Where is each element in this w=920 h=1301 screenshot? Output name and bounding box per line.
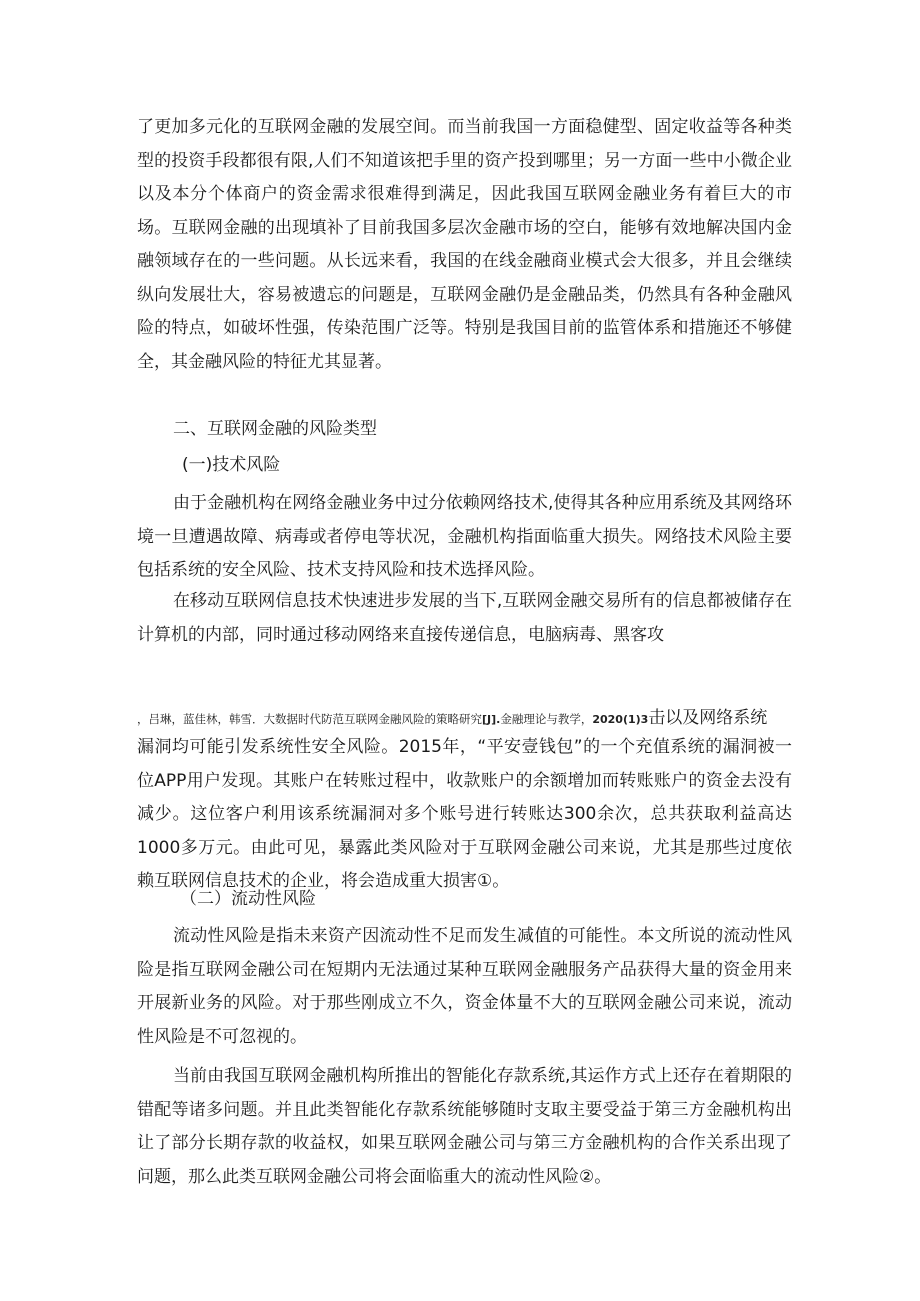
subsection-heading-tech: (一)技术风险	[182, 455, 281, 475]
tech-paragraph-2: 在移动互联网信息技术快速进步发展的当下,互联网金融交易所有的信息都被储存在计算机的内部，同时通过移动网络来直接传递信息，电脑病毒、黑客攻	[137, 591, 792, 645]
section-heading: 二、互联网金融的风险类型	[173, 419, 377, 439]
tech-paragraph-1: 由于金融机构在网络金融业务中过分依赖网络技术,使得其各种应用系统及其网络环境一旦遭遇故障、病毒或者停电等状况，金融机构指面临重大损失。网络技术风险主要包括系统的安全风险、技术支持风险和技术选择风险。	[137, 493, 792, 580]
tech-paragraph-3: 漏洞均可能引发系统性安全风险。2015年，“平安壹钱包”的一个充值系统的漏洞被一位APP用户发现。其账户在转账过程中，收款账户的余额增加而转账账户的资金去没有减少。这位客户利用该系统漏洞对多个账号进行转账达300余次，总共获取利益高达1000多万元。由此可见，暴露此类风险对于互联网金融公司来说，尤其是那些过度依赖互联网信息技术的企业，将会造成重大损害①。	[137, 737, 792, 891]
footnote-type-tag: [J].	[482, 713, 501, 726]
footnote-reference	[137, 712, 648, 726]
footnote-authors-title: ，吕琳，蓝佳林，韩雪．大数据时代防范互联网金融风险的策略研究	[137, 712, 482, 726]
intro-paragraph: 了更加多元化的互联网金融的发展空间。而当前我国一方面稳健型、固定收益等各种类型的投资手段都很有限,人们不知道该把手里的资产投到哪里；另一方面一些中小微企业以及本分个体商户的资金需求很难得到满足，因此我国互联网金融业务有着巨大的市场。互联网金融的出现填补了目前我国多层次金融市场的空白，能够有效地解决国内金融领域存在的一些问题。从长远来看，我国的在线金融商业模式会大很多，并且会继续纵向发展壮大，容易被遗忘的问题是，互联网金融仍是金融品类，仍然具有各种金融风险的特点，如破坏性强，传染范围广泛等。特别是我国目前的监管体系和措施还不够健全，其金融风险的特征尤其显著。	[137, 117, 792, 372]
liquidity-paragraph-1: 流动性风险是指未来资产因流动性不足而发生减值的可能性。本文所说的流动性风险是指互联网金融公司在短期内无法通过某种互联网金融服务产品获得大量的资金用来开展新业务的风险。对于那些刚成立不久，资金体量不大的互联网金融公司来说，流动性风险是不可忽视的。	[137, 926, 792, 1047]
subsection-heading-liquidity: （二）流动性风险	[180, 889, 316, 909]
footnote-line	[137, 704, 797, 734]
footnote-continuation-text: 击以及网络系统	[648, 708, 768, 728]
footnote-journal: 金融理论与教学，	[500, 712, 593, 726]
footnote-year: 2020(1)3	[592, 713, 649, 726]
liquidity-paragraph-2: 当前由我国互联网金融机构所推出的智能化存款系统,其运作方式上还存在着期限的错配等诸多问题。并且此类智能化存款系统能够随时支取主要受益于第三方金融机构出让了部分长期存款的收益权，如果互联网金融公司与第三方金融机构的合作关系出现了问题，那么此类互联网金融公司将会面临重大的流动性风险②。	[137, 1066, 792, 1187]
